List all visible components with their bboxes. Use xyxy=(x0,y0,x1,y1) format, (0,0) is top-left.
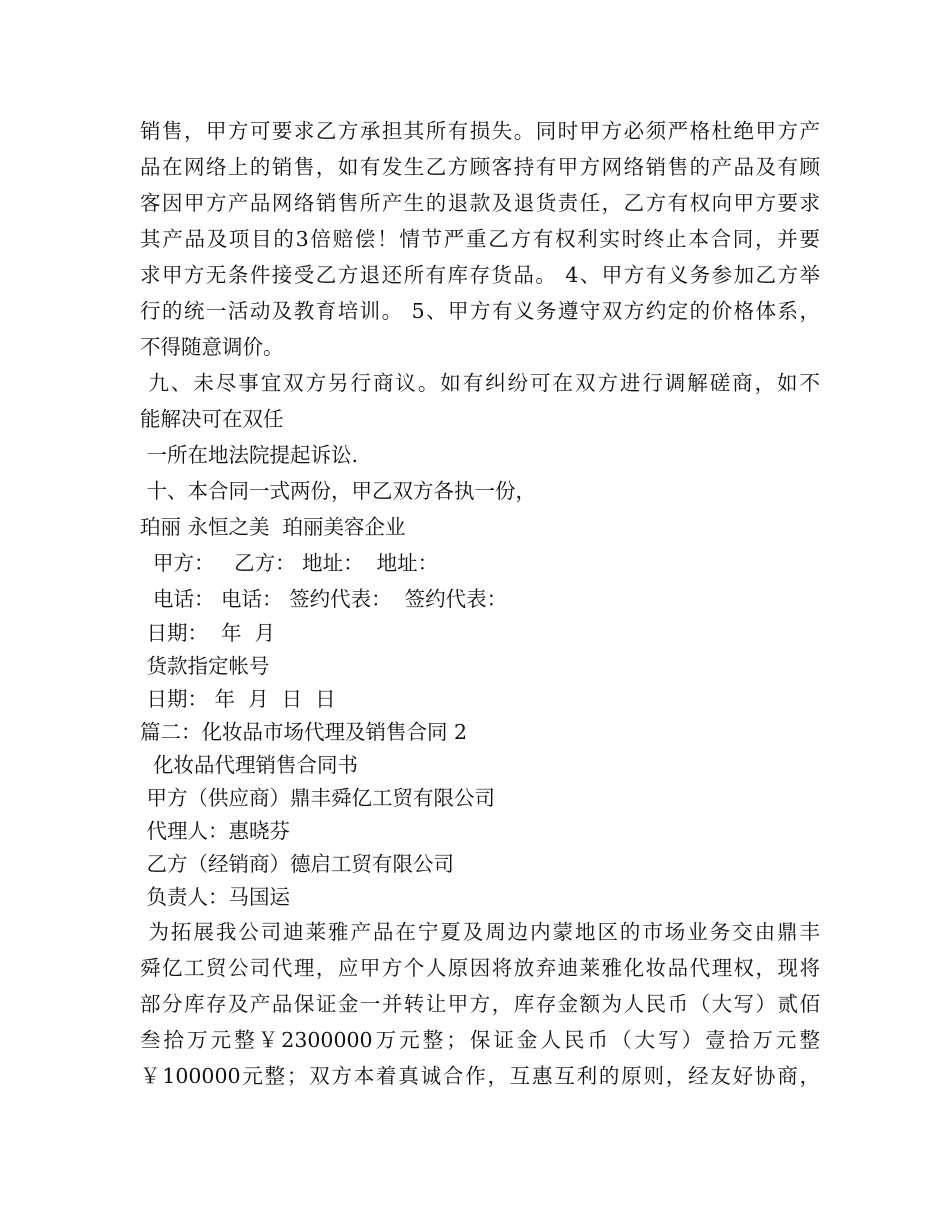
party-a: 甲方（供应商）鼎丰舜亿工贸有限公司 xyxy=(140,786,496,810)
document-page xyxy=(140,113,820,1094)
text-line: 品在网络上的销售，如有发生乙方顾客持有甲方网络销售的产品及有顾 xyxy=(140,155,820,179)
agent: 代理人：惠晓芬 xyxy=(140,819,291,843)
text-line: 客因甲方产品网络销售所产生的退款及退货责任，乙方有权向甲方要求 xyxy=(140,191,820,215)
text-line: 求甲方无条件接受乙方退还所有库存货品。 4、甲方有义务参加乙方举 xyxy=(140,263,820,287)
text-line: 货款指定帐号 xyxy=(140,654,270,678)
text-line: 电话： 电话： 签约代表： 签约代表： xyxy=(140,587,508,611)
text-line: 日期： 年 月 xyxy=(140,621,276,645)
text-line: 销售，甲方可要求乙方承担其所有损失。同时甲方必须严格杜绝甲方产 xyxy=(140,119,820,143)
text-line: 能解决可在双任 xyxy=(140,407,284,431)
text-line: 部分库存及产品保证金一并转让甲方，库存金额为人民币（大写）贰佰 xyxy=(140,992,820,1016)
text-line: 舜亿工贸公司代理，应甲方个人原因将放弃迪莱雅化妆品代理权，现将 xyxy=(140,956,820,980)
section-heading: 篇二：化妆品市场代理及销售合同 2 xyxy=(140,720,468,744)
text-line: 为拓展我公司迪莱雅产品在宁夏及周边内蒙地区的市场业务交由鼎丰 xyxy=(140,920,820,944)
text-line: 其产品及项目的3倍赔偿！情节严重乙方有权利实时终止本合同，并要 xyxy=(140,227,820,251)
text-line: ￥100000元整；双方本着真诚合作，互惠互利的原则，经友好协商， xyxy=(140,1064,820,1088)
document-title: 化妆品代理销售合同书 xyxy=(140,753,359,777)
text-line: 不得随意调价。 xyxy=(140,335,284,359)
text-line: 日期： 年 月 日 日 xyxy=(140,687,336,711)
text-line: 珀丽 永恒之美 珀丽美容企业 xyxy=(140,515,406,539)
text-line: 一所在地法院提起诉讼. xyxy=(140,443,359,467)
text-line: 叁拾万元整￥2300000万元整；保证金人民币（大写）壹拾万元整 xyxy=(140,1028,820,1052)
text-line: 甲方： 乙方： 地址： 地址： xyxy=(140,551,439,575)
text-line: 十、本合同一式两份，甲乙双方各执一份， xyxy=(140,479,537,503)
party-b: 乙方（经销商）德启工贸有限公司 xyxy=(140,852,455,876)
responsible-person: 负责人：马国运 xyxy=(140,885,291,909)
text-line: 九、未尽事宜双方另行商议。如有纠纷可在双方进行调解磋商，如不 xyxy=(140,371,820,395)
text-line: 行的统一活动及教育培训。 5、甲方有义务遵守双方约定的价格体系， xyxy=(140,299,820,323)
